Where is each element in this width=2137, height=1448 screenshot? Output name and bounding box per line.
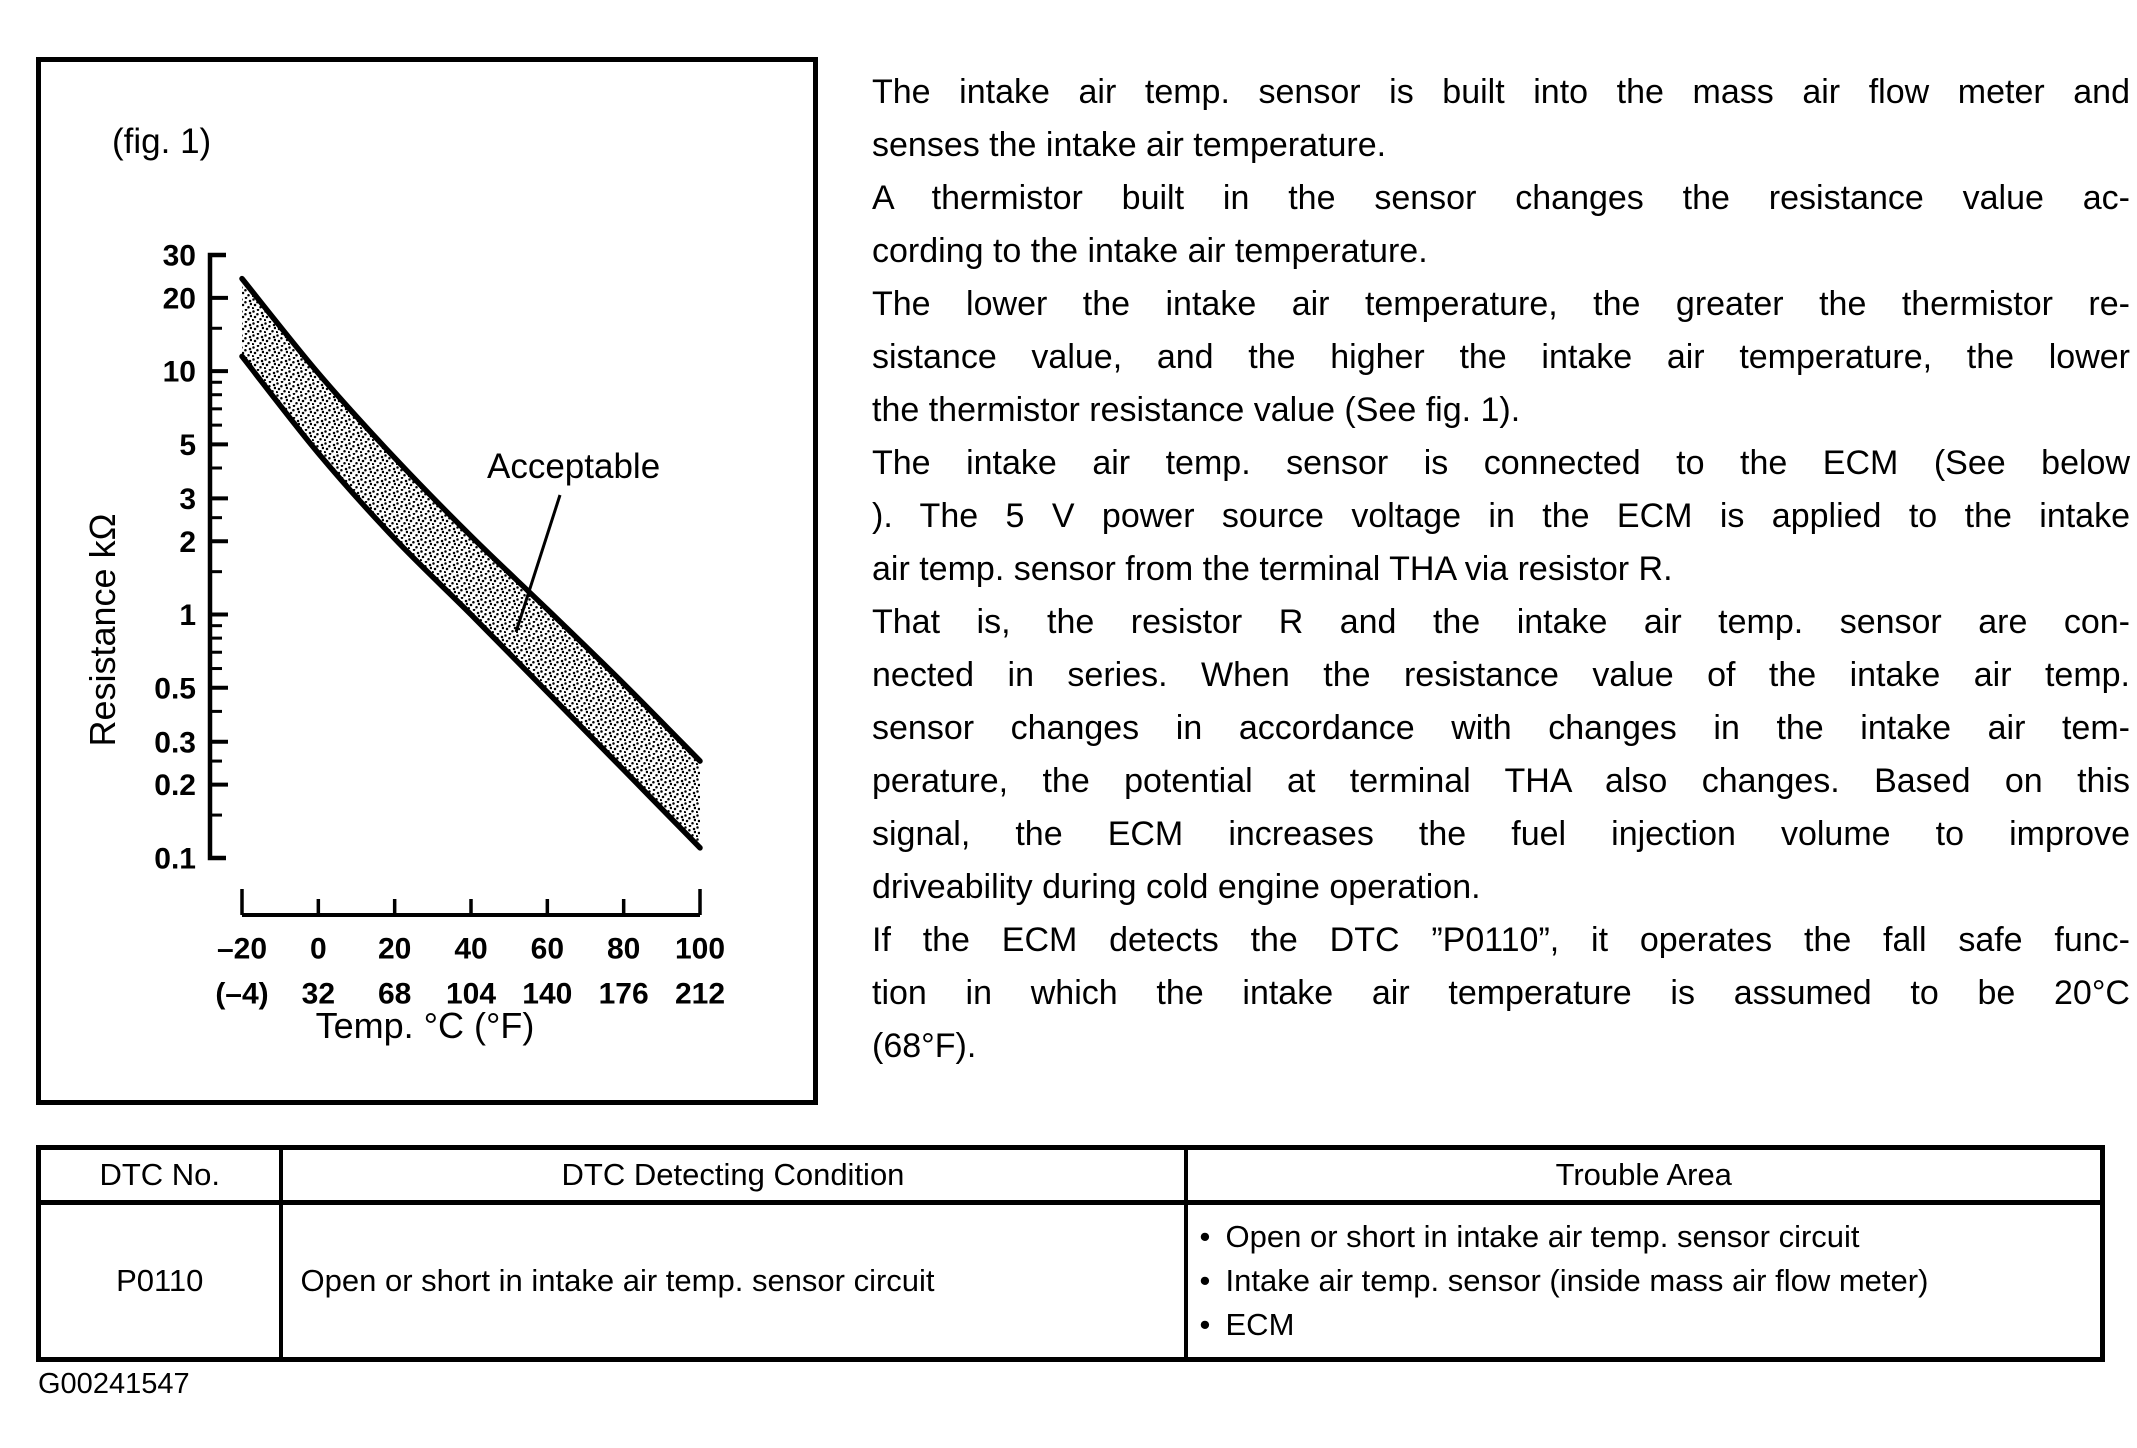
text-line: sistance value, and the higher the intake air temperature, the lower — [872, 338, 2130, 376]
text-line: nected in series. When the resistance value of the intake air temp. — [872, 656, 2130, 694]
trouble-area-item: • Intake air temp. sensor (inside mass air flow meter) — [1200, 1259, 2095, 1303]
text-line: senses the intake air temperature. — [872, 126, 1387, 164]
text-line: The intake air temp. sensor is connected to the ECM (See below — [872, 444, 2130, 482]
trouble-area-item: • Open or short in intake air temp. sensor circuit — [1200, 1215, 2095, 1259]
y-tick-label: 0.3 — [154, 726, 196, 760]
text-line: (68°F). — [872, 1027, 977, 1065]
x-tick-label-fahrenheit: 176 — [598, 977, 649, 1011]
text-line: A thermistor built in the sensor changes the resistance value ac- — [872, 179, 2130, 217]
x-tick-label-fahrenheit: 212 — [674, 977, 726, 1011]
bullet-icon: • — [1199, 1307, 1211, 1342]
x-tick-label-celsius: 60 — [530, 932, 565, 966]
col-header-dtc-no: DTC No. — [39, 1148, 281, 1203]
table-header-row — [39, 1148, 2103, 1203]
x-tick-label-fahrenheit: 140 — [522, 977, 573, 1011]
text-line: If the ECM detects the DTC ”P0110”, it operates the fall safe func- — [872, 921, 2130, 959]
y-tick-label: 0.5 — [154, 672, 196, 706]
x-tick-label-celsius: 80 — [606, 932, 641, 966]
y-tick-label: 20 — [162, 282, 196, 316]
figure-box — [36, 57, 818, 1105]
y-tick-label: 1 — [179, 599, 196, 633]
y-tick-label: 30 — [162, 239, 196, 273]
figure-id: G00241547 — [38, 1368, 190, 1400]
x-tick-label-fahrenheit: (–4) — [215, 977, 269, 1011]
text-line: perature, the potential at terminal THA also changes. Based on this — [872, 762, 2130, 800]
text-line: cording to the intake air temperature. — [872, 232, 1428, 270]
bullet-icon: • — [1199, 1219, 1211, 1254]
upper-limit-curve — [242, 279, 700, 761]
text-line: tion in which the intake air temperature is assumed to be 20°C — [872, 974, 2130, 1012]
y-tick-label: 3 — [179, 482, 196, 516]
y-tick-label: 0.2 — [154, 769, 196, 803]
y-tick-label: 2 — [179, 525, 196, 559]
x-tick-label-celsius: 0 — [309, 932, 327, 966]
text-line: the thermistor resistance value (See fig. 1). — [872, 391, 1521, 429]
acceptable-band-label: Acceptable — [487, 447, 661, 486]
x-axis-title: Temp. °C (°F) — [315, 1005, 535, 1046]
table-row — [39, 1203, 2103, 1360]
col-header-trouble-area: Trouble Area — [1186, 1148, 2103, 1203]
text-line: sensor changes in accordance with changes in the intake air tem- — [872, 709, 2130, 747]
description-text — [872, 66, 2130, 1073]
x-tick-label-celsius: 100 — [674, 932, 726, 966]
y-axis-title: Resistance kΩ — [82, 513, 123, 747]
text-line: air temp. sensor from the terminal THA via resistor R. — [872, 550, 1673, 588]
x-tick-label-celsius: –20 — [216, 932, 268, 966]
dtc-no-cell: P0110 — [39, 1203, 281, 1360]
trouble-area-item: • ECM — [1200, 1303, 2095, 1347]
x-tick-label-fahrenheit: 104 — [445, 977, 497, 1011]
resistance-temperature-chart — [41, 62, 813, 1100]
y-tick-label: 5 — [179, 428, 196, 462]
x-tick-label-fahrenheit: 32 — [301, 977, 336, 1011]
dtc-table — [36, 1145, 2105, 1362]
text-line: That is, the resistor R and the intake air temp. sensor are con- — [872, 603, 2130, 641]
detecting-condition-cell: Open or short in intake air temp. sensor circuit — [281, 1203, 1186, 1360]
text-line: ). The 5 V power source voltage in the ECM is applied to the intake — [872, 497, 2130, 535]
text-line: The lower the intake air temperature, the greater the thermistor re- — [872, 285, 2130, 323]
x-tick-label-fahrenheit: 68 — [377, 977, 412, 1011]
col-header-detecting-condition: DTC Detecting Condition — [281, 1148, 1186, 1203]
text-line: signal, the ECM increases the fuel injection volume to improve — [872, 815, 2130, 853]
y-axis — [210, 255, 226, 858]
x-tick-label-celsius: 20 — [377, 932, 412, 966]
trouble-area-cell — [1186, 1203, 2103, 1360]
figure-label: (fig. 1) — [112, 122, 212, 161]
bullet-icon: • — [1199, 1263, 1211, 1298]
text-line: The intake air temp. sensor is built into the mass air flow meter and — [872, 73, 2130, 111]
y-tick-label: 0.1 — [154, 842, 196, 876]
y-tick-label: 10 — [162, 355, 196, 389]
x-tick-label-celsius: 40 — [454, 932, 488, 966]
text-line: driveability during cold engine operation. — [872, 868, 1481, 906]
